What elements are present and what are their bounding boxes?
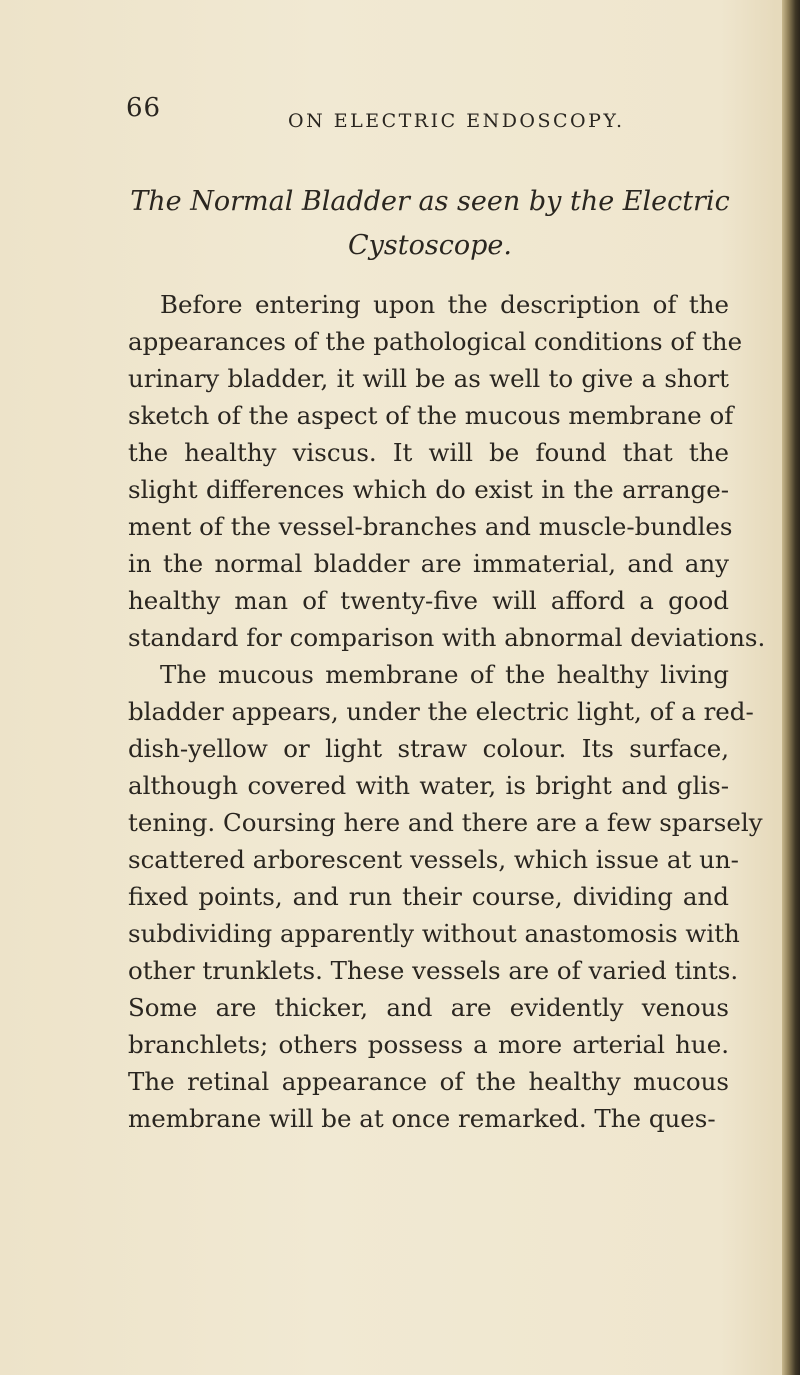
body-text-line: The mucous membrane of the healthy living [160, 660, 729, 689]
running-head: ON ELECTRIC ENDOSCOPY. [288, 110, 625, 132]
body-text-line: in the normal bladder are immaterial, and any [128, 549, 729, 578]
body-text-line: healthy man of twenty-five will afford a good [128, 586, 729, 615]
body-text-line: ment of the vessel-branches and muscle-bundles [128, 512, 733, 541]
body-text-line: urinary bladder, it will be as well to give a short [128, 364, 729, 393]
body-text-line: The retinal appearance of the healthy mucous [128, 1067, 729, 1096]
body-text-line: subdividing apparently without anastomosis with [128, 919, 740, 948]
body-text-line: the healthy viscus. It will be found that the [128, 438, 729, 467]
body-text-line: scattered arborescent vessels, which issue at un- [128, 845, 739, 874]
body-text-line: standard for comparison with abnormal deviations. [128, 623, 766, 652]
body-text-line: although covered with water, is bright and glis- [128, 771, 729, 800]
body-text-line: sketch of the aspect of the mucous membrane of [128, 401, 734, 430]
body-text-line: Before entering upon the description of the [160, 290, 729, 319]
body-text-line: membrane will be at once remarked. The ques- [128, 1104, 716, 1133]
body-text-line: appearances of the pathological conditions of the [128, 327, 743, 356]
section-title-line-1: The Normal Bladder as seen by the Electric [130, 186, 730, 217]
body-text-line: fixed points, and run their course, dividing and [128, 882, 729, 911]
body-text-line: branchlets; others possess a more arterial hue. [128, 1030, 729, 1059]
body-text-line: slight differences which do exist in the arrange- [128, 475, 729, 504]
body-text-line: other trunklets. These vessels are of varied tints. [128, 956, 739, 985]
page-number: 66 [126, 93, 162, 123]
body-text-line: dish-yellow or light straw colour. Its surface, [128, 734, 729, 763]
body-text-line: tening. Coursing here and there are a few sparsely [128, 808, 763, 837]
page-edge-shadow [782, 0, 800, 1375]
body-text-line: Some are thicker, and are evidently venous [128, 993, 729, 1022]
section-title-line-2: Cystoscope. [348, 230, 512, 261]
body-text-line: bladder appears, under the electric light, of a red- [128, 697, 754, 726]
